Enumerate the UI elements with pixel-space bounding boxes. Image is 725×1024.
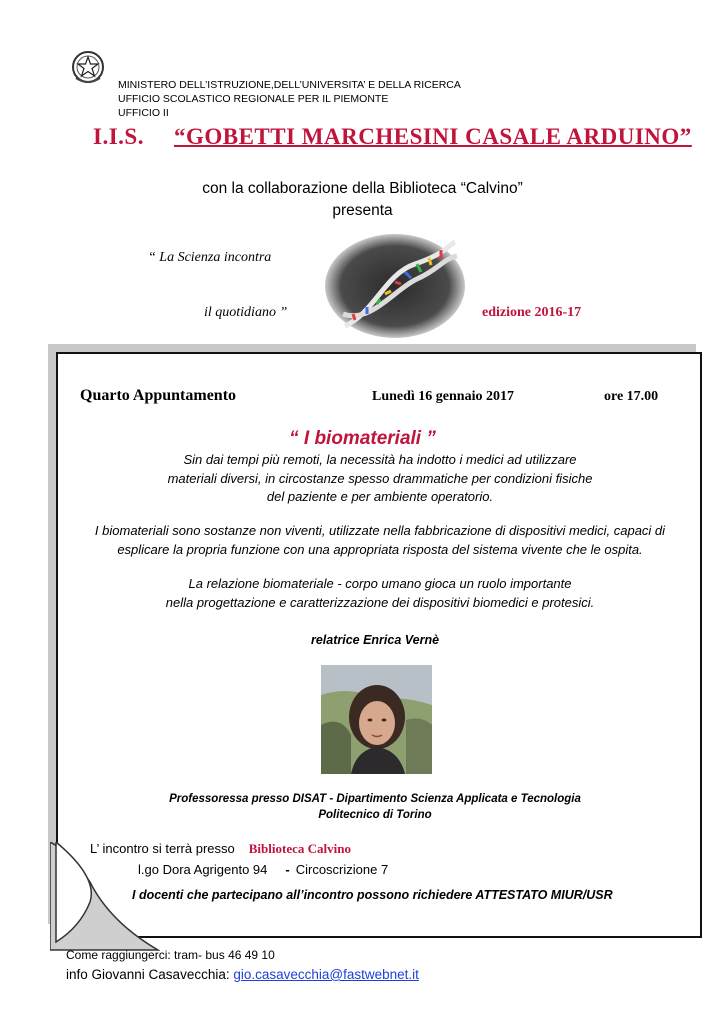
venue-name: Biblioteca Calvino [248, 841, 351, 856]
venue-district: Circoscrizione 7 [295, 862, 389, 877]
affiliation-line-2: Politecnico di Torino [318, 809, 432, 821]
event-date: Lunedì 16 gennaio 2017 [372, 389, 514, 404]
appointment-label: Quarto Appuntamento [80, 387, 237, 404]
paragraph-2-line: I biomateriali sono sostanze non viventi, utilizzate nella fabbricazione di dispositivi medici, capaci di [94, 523, 666, 538]
event-time: ore 17.00 [604, 389, 659, 404]
speaker: relatrice Enrica Vernè [310, 633, 440, 647]
venue-line [90, 841, 351, 857]
paragraph-1 [60, 451, 700, 507]
italian-republic-emblem-icon [70, 48, 106, 86]
paragraph-2 [60, 522, 700, 559]
teacher-certificate-note: I docenti che partecipano all’incontro possono richiedere ATTESTATO MIUR/USR [132, 888, 613, 902]
ministry-line-2: UFFICIO SCOLASTICO REGIONALE PER IL PIEMONTE [118, 93, 389, 105]
paragraph-3-line: nella progettazione e caratterizzazione dei dispositivi biomedici e protesici. [165, 594, 595, 610]
event-topic: “ I biomateriali ” [289, 428, 436, 449]
address-line [138, 862, 388, 877]
dna-helix-icon [325, 234, 465, 338]
speaker-photo [321, 665, 432, 774]
paragraph-3 [60, 575, 700, 612]
series-title-line-2: il quotidiano ” [204, 305, 288, 320]
contact-info [66, 967, 419, 982]
collaboration-line: con la collaborazione della Biblioteca “Calvino” [202, 180, 523, 197]
collaboration-block [0, 178, 725, 222]
paragraph-3-line: La relazione biomateriale - corpo umano gioca un ruolo importante [188, 576, 572, 591]
series-title-line-1: “ La Scienza incontra [148, 250, 272, 265]
school-name: “GOBETTI MARCHESINI CASALE ARDUINO” [173, 124, 692, 149]
speaker-affiliation [0, 791, 725, 823]
affiliation-line-1: Professoressa presso DISAT - Dipartimento Scienza Applicata e Tecnologia [169, 793, 581, 805]
paragraph-2-line: esplicare la propria funzione con una appropriata risposta del sistema vivente che le ospita. [117, 541, 643, 557]
contact-email-link[interactable]: gio.casavecchia@fastwebnet.it [233, 967, 419, 982]
venue-address: l.go Dora Agrigento 94 [138, 862, 268, 877]
ministry-line-1: MINISTERO DELL’ISTRUZIONE,DELL’UNIVERSITA’ E DELLA RICERCA [118, 79, 461, 91]
transport-info: Come raggiungerci: tram- bus 46 49 10 [66, 948, 275, 962]
address-separator: - [285, 862, 290, 877]
paragraph-1-line: del paziente e per ambiente operatorio. [266, 489, 494, 504]
school-prefix: I.I.S. [93, 124, 144, 149]
paragraph-1-line: materiali diversi, in circostanze spesso drammatiche per condizioni fisiche [167, 470, 593, 486]
paragraph-1-line: Sin dai tempi più remoti, la necessità ha indotto i medici ad utilizzare [183, 452, 577, 467]
presents-line: presenta [332, 202, 393, 219]
venue-intro: L’ incontro si terrà presso [90, 841, 235, 856]
school-title [93, 124, 692, 150]
edition-label: edizione 2016-17 [482, 305, 582, 320]
contact-label: info Giovanni Casavecchia: [66, 967, 230, 982]
ministry-line-3: UFFICIO II [118, 107, 169, 119]
